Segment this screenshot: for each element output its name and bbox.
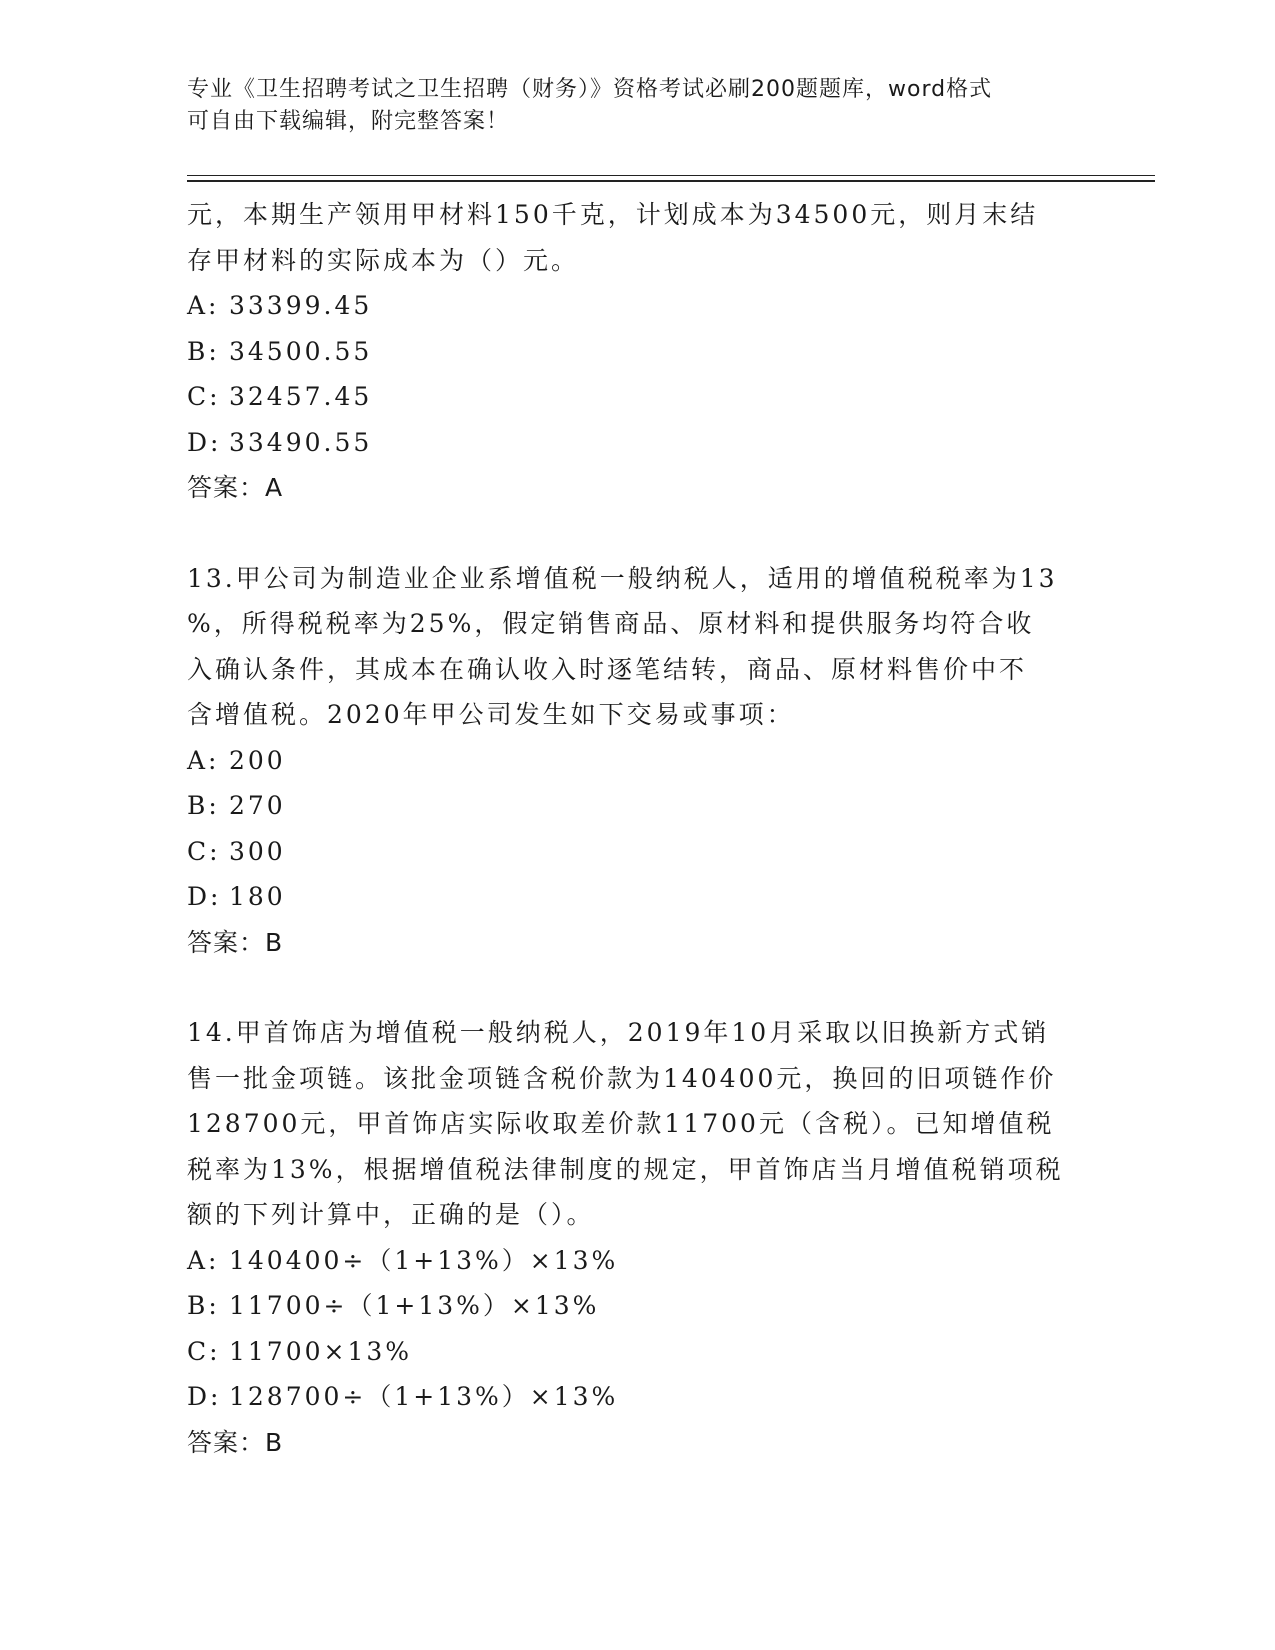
question-12 bbox=[187, 192, 1087, 511]
header-divider-thick bbox=[187, 180, 1155, 182]
option-a bbox=[187, 283, 1087, 329]
question-stem-line: 售一批金项链。该批金项链含税价款为140400元，换回的旧项链作价 bbox=[187, 1063, 1057, 1093]
question-stem-line: 存甲材料的实际成本为（）元。 bbox=[187, 245, 580, 275]
option-d bbox=[187, 420, 1087, 466]
header-divider-thin bbox=[187, 175, 1155, 176]
question-stem-line: 入确认条件，其成本在确认收入时逐笔结转，商品、原材料售价中不 bbox=[187, 654, 1028, 684]
option-text: 11700÷（1+13%）×13% bbox=[229, 1291, 600, 1320]
option-a bbox=[187, 738, 1087, 784]
question-stem-line: 13.甲公司为制造业企业系增值税一般纳税人，适用的增值税税率为13 bbox=[187, 563, 1058, 593]
option-key: A: bbox=[187, 745, 220, 775]
option-key: D: bbox=[187, 1382, 222, 1411]
question-stem-line: 额的下列计算中，正确的是（）。 bbox=[187, 1200, 595, 1229]
option-c bbox=[187, 1329, 1087, 1375]
option-key: C: bbox=[187, 382, 221, 411]
question-spacer bbox=[187, 511, 1087, 556]
document-header bbox=[187, 74, 1087, 138]
option-text: 32457.45 bbox=[229, 382, 373, 411]
question-stem-line: 128700元，甲首饰店实际收取差价款11700元（含税）。已知增值税 bbox=[187, 1109, 1055, 1138]
option-b bbox=[187, 1283, 1087, 1329]
question-stem-line: 14.甲首饰店为增值税一般纳税人，2019年10月采取以旧换新方式销 bbox=[187, 1018, 1050, 1047]
header-title-line-1: 专业《卫生招聘考试之卫生招聘（财务）》资格考试必刷200题题库，word格式 bbox=[187, 77, 993, 102]
question-14 bbox=[187, 1010, 1087, 1465]
answer-line: 答案：B bbox=[187, 927, 284, 957]
header-title-line-2: 可自由下载编辑，附完整答案！ bbox=[187, 109, 510, 134]
option-b bbox=[187, 783, 1087, 829]
question-stem-line: 含增值税。2020年甲公司发生如下交易或事项： bbox=[187, 700, 795, 729]
answer-line: 答案：A bbox=[187, 473, 284, 502]
option-text: 200 bbox=[229, 745, 286, 775]
option-key: C: bbox=[187, 836, 221, 866]
option-key: A: bbox=[187, 291, 220, 320]
option-text: 33490.55 bbox=[229, 427, 373, 457]
option-text: 11700×13% bbox=[229, 1336, 413, 1366]
option-key: B: bbox=[187, 336, 220, 366]
option-c bbox=[187, 374, 1087, 420]
option-c bbox=[187, 829, 1087, 875]
option-d bbox=[187, 874, 1087, 920]
question-list bbox=[187, 192, 1087, 1465]
answer-line: 答案：B bbox=[187, 1427, 284, 1457]
option-key: B: bbox=[187, 791, 220, 820]
option-text: 270 bbox=[229, 791, 286, 820]
option-key: C: bbox=[187, 1336, 221, 1366]
option-key: D: bbox=[187, 882, 222, 911]
option-text: 34500.55 bbox=[229, 336, 373, 366]
option-key: A: bbox=[187, 1245, 220, 1275]
option-text: 128700÷（1+13%）×13% bbox=[229, 1382, 619, 1411]
option-text: 300 bbox=[229, 836, 286, 866]
question-stem-line: 税率为13%，根据增值税法律制度的规定，甲首饰店当月增值税销项税 bbox=[187, 1154, 1064, 1184]
option-text: 140400÷（1+13%）×13% bbox=[229, 1245, 619, 1275]
option-text: 33399.45 bbox=[229, 291, 373, 320]
question-stem-line: 元，本期生产领用甲材料150千克，计划成本为34500元，则月末结 bbox=[187, 200, 1039, 229]
question-spacer bbox=[187, 965, 1087, 1010]
option-key: B: bbox=[187, 1291, 220, 1320]
option-text: 180 bbox=[229, 882, 286, 911]
question-13 bbox=[187, 556, 1087, 966]
option-b bbox=[187, 329, 1087, 375]
option-d bbox=[187, 1374, 1087, 1420]
option-a bbox=[187, 1238, 1087, 1284]
question-stem-line: %，所得税税率为25%，假定销售商品、原材料和提供服务均符合收 bbox=[187, 609, 1035, 638]
option-key: D: bbox=[187, 427, 222, 457]
